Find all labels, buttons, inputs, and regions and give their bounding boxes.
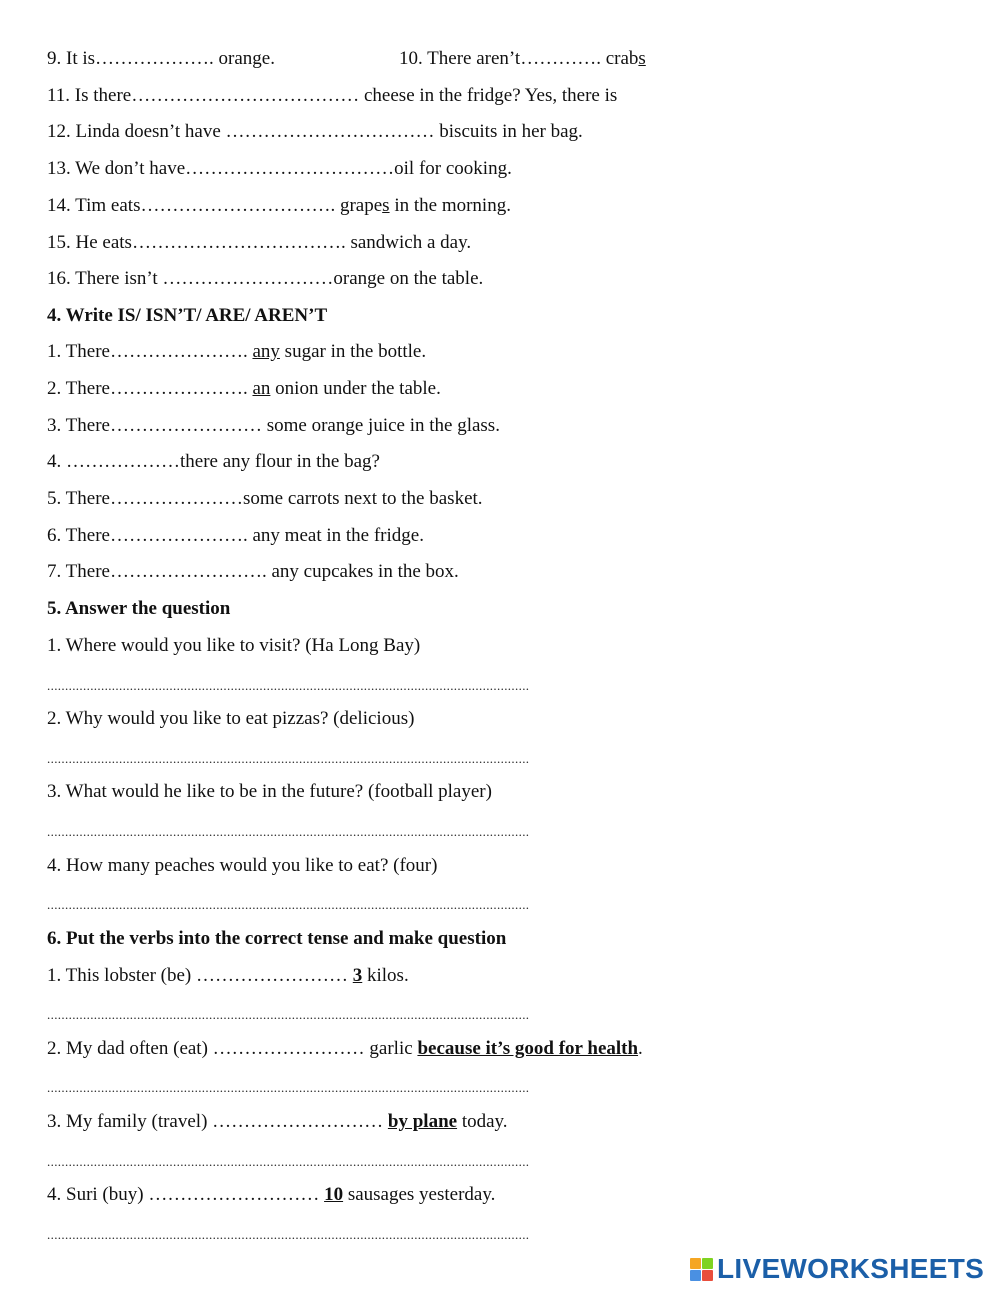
answer-line[interactable]: ...................................................................................................................................... — [47, 1007, 530, 1022]
answer-blank[interactable]: ……………………… — [162, 268, 334, 289]
answer-blank[interactable]: ………………………… — [140, 195, 331, 216]
answer-line[interactable]: ...................................................................................................................................... — [47, 1154, 530, 1169]
answer-line[interactable]: ...................................................................................................................................... — [47, 678, 530, 693]
question-text: 3. What would he like to be in the future? (football player) — [47, 781, 492, 802]
exercise-line: 2. There…………………. an onion under the table. — [47, 378, 441, 399]
exercise-line: 6. There…………………. any meat in the fridge. — [47, 525, 424, 546]
answer-blank[interactable]: …………………………… — [225, 121, 435, 142]
exercise-line: 1. This lobster (be) …………………… 3 kilos. — [47, 965, 409, 986]
answer-line[interactable]: ...................................................................................................................................... — [47, 897, 530, 912]
answer-line[interactable]: ...................................................................................................................................... — [47, 824, 530, 839]
answer-line[interactable]: ...................................................................................................................................... — [47, 1080, 530, 1095]
exercise-line: 1. There…………………. any sugar in the bottle. — [47, 341, 427, 362]
section-heading: 6. Put the verbs into the correct tense and make question — [47, 928, 507, 949]
logo-text: LIVEWORKSHEETS — [717, 1253, 985, 1284]
answer-blank[interactable]: ……………………… — [212, 1111, 384, 1132]
answer-blank[interactable]: ……………………………. — [131, 232, 346, 253]
answer-blank[interactable]: …………………………… — [185, 158, 395, 179]
liveworksheets-logo — [690, 1253, 984, 1285]
answer-blank[interactable]: ……………………… — [148, 1184, 320, 1205]
question-text: 4. How many peaches would you like to eat? (four) — [47, 855, 438, 876]
answer-line[interactable]: ...................................................................................................................................... — [47, 1227, 530, 1242]
answer-blank[interactable]: …………………. — [109, 525, 248, 546]
exercise-line: 15. He eats……………………………. sandwich a day. — [47, 232, 472, 253]
answer-blank[interactable]: ………………. — [95, 48, 214, 69]
answer-blank[interactable]: …………………… — [196, 965, 348, 986]
exercise-line: 16. There isn’t ………………………orange on the table. — [47, 268, 484, 289]
exercise-line: 11. Is there……………………………… cheese in the fridge? Yes, there is — [47, 85, 618, 106]
answer-blank[interactable]: …………………. — [109, 378, 248, 399]
question-text: 2. Why would you like to eat pizzas? (delicious) — [47, 708, 415, 729]
answer-blank[interactable]: ………………… — [109, 488, 243, 509]
exercise-line: 3. There…………………… some orange juice in the glass. — [47, 415, 500, 436]
section-heading: 5. Answer the question — [47, 598, 231, 619]
exercise-line: 2. My dad often (eat) …………………… garlic because it’s good for health. — [47, 1038, 643, 1059]
exercise-line: 4. Suri (buy) ……………………… 10 sausages yesterday. — [47, 1184, 496, 1205]
answer-blank[interactable]: ……………… — [66, 451, 180, 472]
exercise-line: 13. We don’t have……………………………oil for cooking. — [47, 158, 512, 179]
exercise-line: 14. Tim eats…………………………. grapes in the morning. — [47, 195, 511, 216]
answer-blank[interactable]: ……………………………… — [131, 85, 360, 106]
answer-blank[interactable]: …………………… — [212, 1038, 365, 1059]
exercise-line: 4. ………………there any flour in the bag? — [47, 451, 380, 472]
answer-line[interactable]: ...................................................................................................................................... — [47, 751, 530, 766]
answer-blank[interactable]: …………………… — [109, 415, 262, 436]
answer-blank[interactable]: ………… — [520, 48, 597, 69]
exercise-line: 7. There……………………. any cupcakes in the box. — [47, 561, 459, 582]
section-heading: 4. Write IS/ ISN’T/ ARE/ AREN’T — [47, 305, 328, 326]
exercise-line: 3. My family (travel) ……………………… by plane today. — [47, 1111, 508, 1132]
question-text: 1. Where would you like to visit? (Ha Long Bay) — [47, 635, 421, 656]
exercise-line: 12. Linda doesn’t have …………………………… biscuits in her bag. — [47, 121, 583, 142]
exercise-line: 9. It is………………. orange. — [47, 48, 275, 69]
exercise-line: 5. There…………………some carrots next to the basket. — [47, 488, 483, 509]
exercise-line: 10. There aren’t…………. crabs — [399, 48, 646, 69]
logo-tiles-icon — [690, 1258, 713, 1281]
answer-blank[interactable]: …………………. — [109, 341, 248, 362]
answer-blank[interactable]: ……………………. — [109, 561, 267, 582]
